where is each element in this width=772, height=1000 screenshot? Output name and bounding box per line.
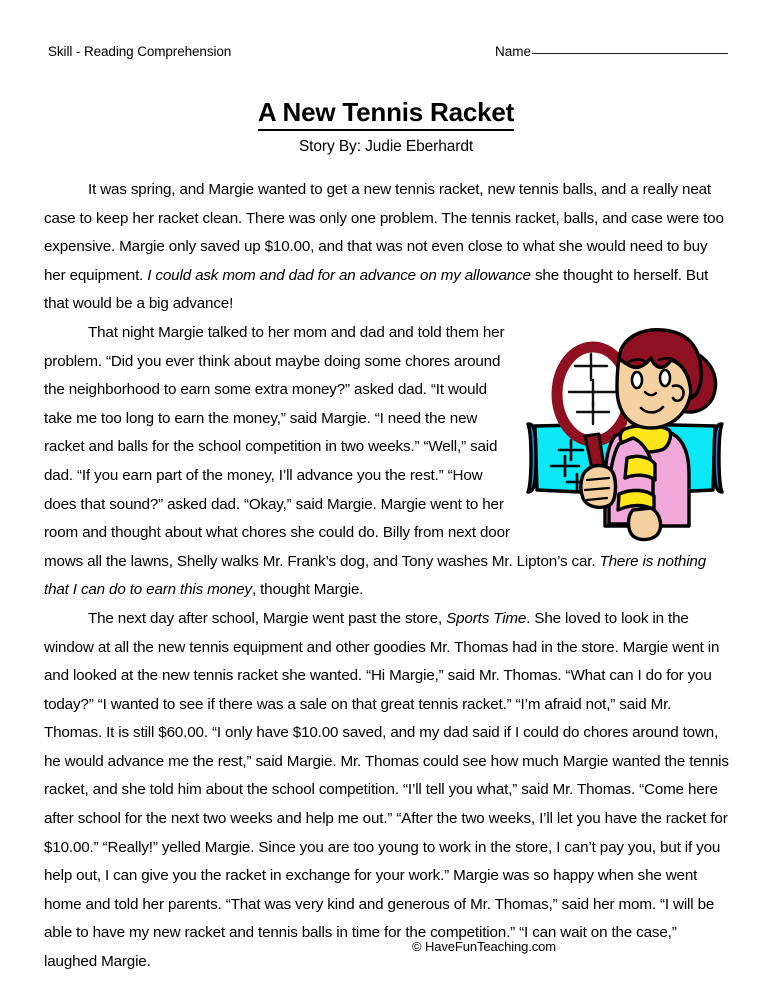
paragraph-3-italic: Sports Time [446, 609, 527, 627]
paragraph-1-italic: I could ask mom and dad for an advance on my allowance [147, 266, 531, 284]
paragraph-1-text-b: she thought to herself. But that would be a big advance! [44, 266, 709, 313]
worksheet-header [48, 44, 728, 66]
paragraph-2 [44, 319, 732, 605]
copyright-notice: © HaveFunTeaching.com [411, 939, 557, 954]
paragraph-1-text-a: It was spring, and Margie wanted to get a new tennis racket, new tennis balls, and a really neat case to keep her racket clean. There was only one problem. The tennis racket, balls, and case were too expensive. Margie only saved up $10.00, and that was not even close to what she would need to buy her equipment. [44, 181, 724, 284]
paragraph-1 [44, 176, 732, 319]
paragraph-3 [44, 605, 732, 977]
story-byline: Story By: Judie Eberhardt [298, 137, 474, 155]
name-input-line[interactable] [532, 53, 728, 54]
paragraph-3-text-b: . She loved to look in the window at all the new tennis equipment and other goodies Mr. Thomas had in the store. Margie went in and looked at the new tennis racket she wanted. “Hi Margie,” said Mr. Thomas. “What can I do for you today?” “I wanted to see if there was a sale on that great tennis racket.” “I’m afraid not,” said Mr. Thomas. It is still $60.00. “I only have $10.00 saved, and my dad said if I could do chores around town, he would advance me the rest,” said Margie. Mr. Thomas could see how much Margie wanted the tennis racket, and she told him about the school competition. “I’ll tell you what,” said Mr. Thomas. “Come here after school for the next two weeks and help me out.” “After the two weeks, I’ll let you have the racket for $10.00.” “Really!” yelled Margie. Since you are too young to work in the store, I can’t pay you, but if you help out, I can give you the racket in exchange for your work.” Margie was so happy when she went home and told her parents. “That was very kind and generous of Mr. Thomas,” said her mom. “I will be able to have my new racket and tennis balls in time for the competition.” “I can wait on the case,” laughed Margie. [44, 609, 729, 971]
skill-label: Skill - Reading Comprehension [48, 44, 232, 59]
paragraph-2-italic: There is nothing that I can do to earn this money [44, 552, 707, 599]
girl-with-tennis-racket-illustration [523, 324, 729, 542]
name-field[interactable] [495, 44, 728, 59]
paragraph-2-text-a: That night Margie talked to her mom and dad and told them her problem. “Did you ever think about maybe doing some chores around the neighborhood to earn some extra money?” asked dad. “It would take me too long to earn the money,” said Margie. “I need the new racket and balls for the school competition in two weeks.” “Well,” said dad. “If you earn part of the money, I’ll advance you the rest.” “How does that sound?” asked dad. “Okay,” said Margie. Margie went to her room and thought about what chores she could do. Billy from next door mows all the lawns, Shelly walks Mr. Frank’s dog, and Tony washes Mr. Lipton’s car. [44, 323, 600, 570]
name-label: Name [494, 44, 531, 59]
story-body [44, 176, 732, 977]
worksheet-footer [0, 938, 772, 956]
paragraph-3-text-a: The next day after school, Margie went past the store, [88, 609, 447, 627]
title-block [0, 98, 772, 156]
illustration-svg [523, 324, 729, 542]
page-title: A New Tennis Racket [258, 98, 514, 131]
paragraph-2-text-b: , thought Margie. [251, 581, 364, 599]
page-title-wrap [0, 98, 772, 131]
